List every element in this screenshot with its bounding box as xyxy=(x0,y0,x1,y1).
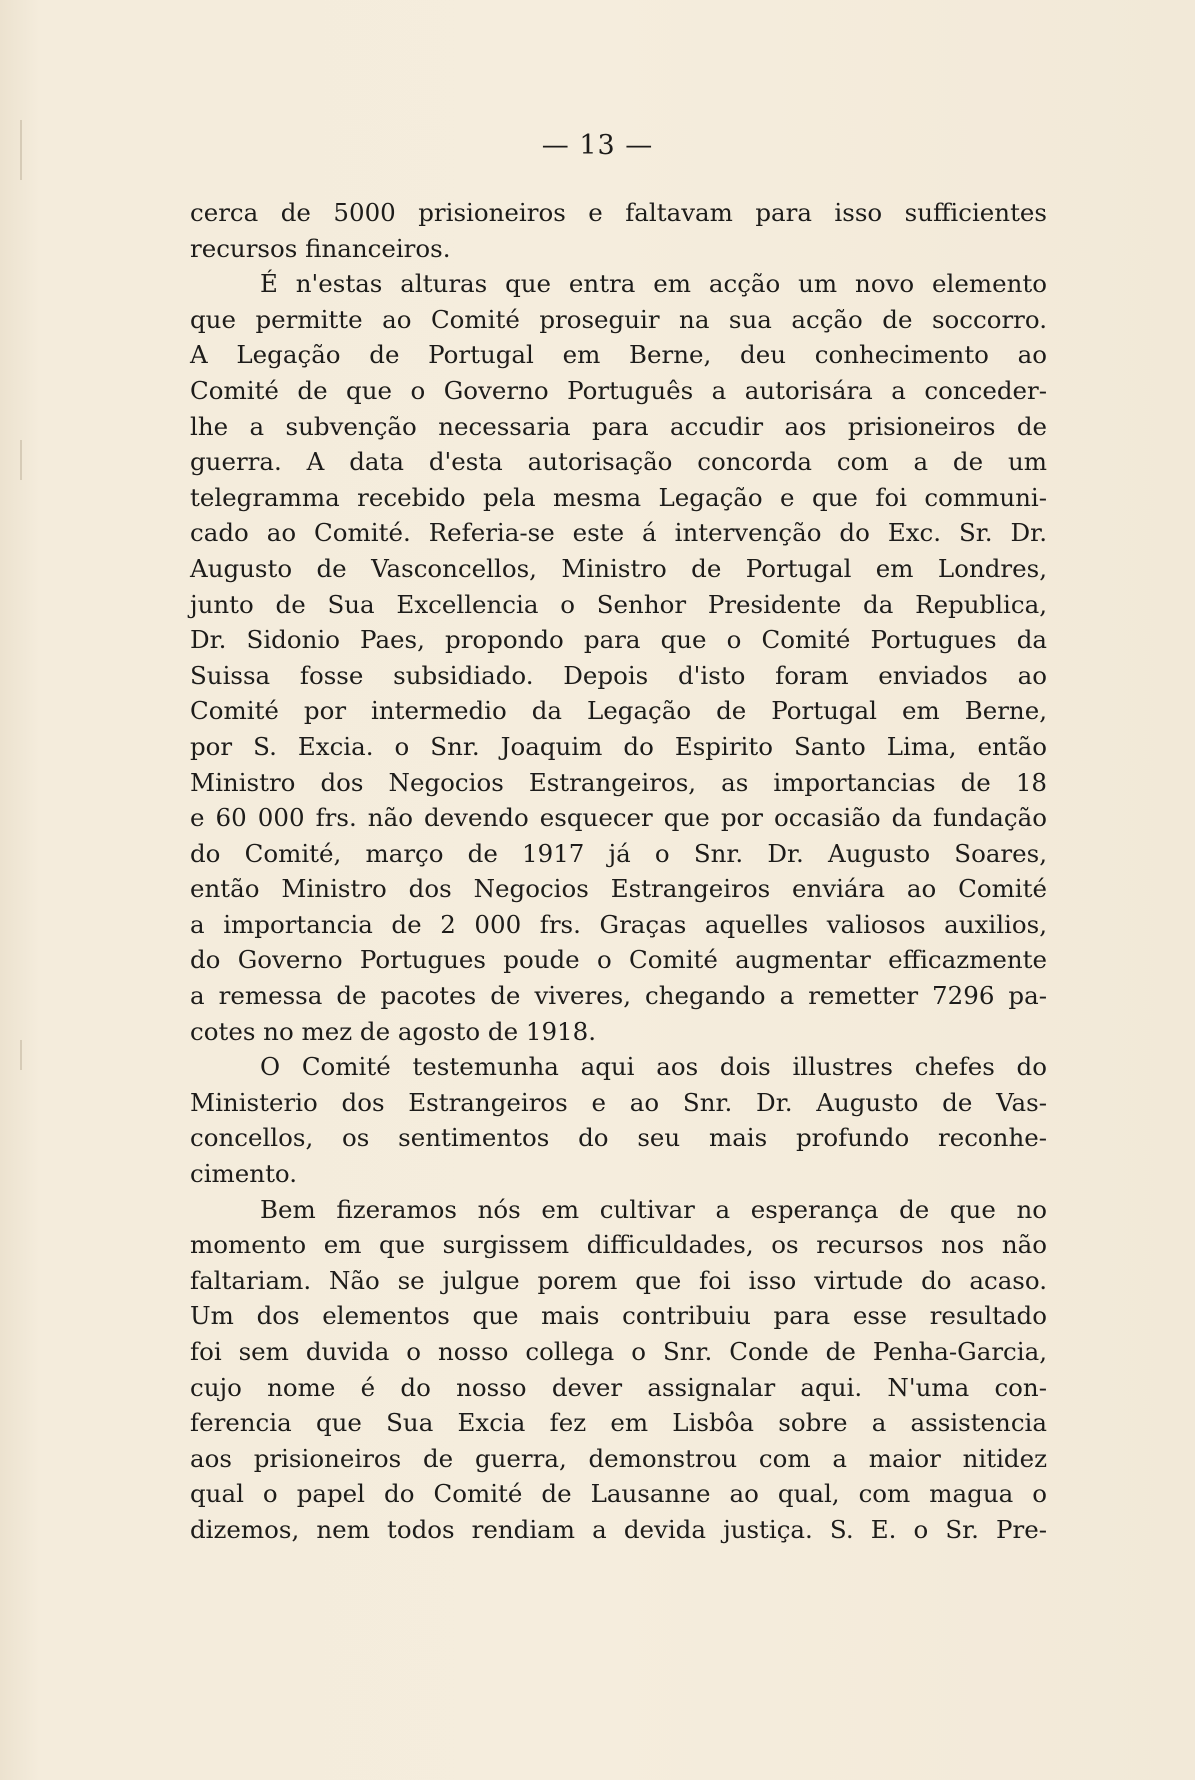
text-line: do Comité, março de 1917 já o Snr. Dr. Augusto Soares, xyxy=(190,838,1047,868)
page-number: — 13 — xyxy=(541,130,654,161)
text-line: O Comité testemunha aqui aos dois illustres chefes do xyxy=(260,1052,1047,1082)
text-line: cujo nome é do nosso dever assignalar aqui. N'uma con- xyxy=(190,1372,1047,1402)
text-line: a importancia de 2 000 frs. Graças aquelles valiosos auxilios, xyxy=(190,909,1047,939)
text-line: guerra. A data d'esta autorisação concorda com a de um xyxy=(190,447,1047,477)
text-line: a remessa de pacotes de viveres, chegando a remetter 7296 pa- xyxy=(190,981,1047,1011)
text-line: Dr. Sidonio Paes, propondo para que o Comité Portugues da xyxy=(190,625,1047,655)
text-line: Ministro dos Negocios Estrangeiros, as importancias de 18 xyxy=(190,767,1047,797)
gutter-mark xyxy=(20,440,22,480)
text-line: por S. Excia. o Snr. Joaquim do Espirito Santo Lima, então xyxy=(190,731,1047,761)
text-line: foi sem duvida o nosso collega o Snr. Conde de Penha-Garcia, xyxy=(190,1337,1047,1366)
text-line: então Ministro dos Negocios Estrangeiros enviára ao Comité xyxy=(190,874,1047,904)
text-line: Suissa fosse subsidiado. Depois d'isto foram enviados ao xyxy=(190,660,1047,690)
text-line: ferencia que Sua Excia fez em Lisbôa sobre a assistencia xyxy=(190,1408,1047,1438)
text-line: recursos financeiros. xyxy=(190,233,451,263)
text-line: É n'estas alturas que entra em acção um novo elemento xyxy=(260,269,1047,299)
text-line: do Governo Portugues poude o Comité augmentar efficazmente xyxy=(190,945,1047,975)
text-line: faltariam. Não se julgue porem que foi isso virtude do acaso. xyxy=(190,1265,1047,1295)
text-line: cerca de 5000 prisioneiros e faltavam para isso sufficientes xyxy=(190,198,1047,227)
text-line: telegramma recebido pela mesma Legação e que foi communi- xyxy=(190,482,1047,512)
text-line: lhe a subvenção necessaria para accudir aos prisioneiros de xyxy=(190,411,1047,441)
text-line: Bem fizeramos nós em cultivar a esperança de que no xyxy=(260,1194,1047,1224)
text-line: Ministerio dos Estrangeiros e ao Snr. Dr. Augusto de Vas- xyxy=(190,1087,1047,1117)
text-line: dizemos, nem todos rendiam a devida justiça. S. E. o Sr. Pre- xyxy=(190,1514,1047,1544)
text-line: e 60 000 frs. não devendo esquecer que por occasião da fundação xyxy=(190,803,1047,833)
text-line: momento em que surgissem difficuldades, os recursos nos não xyxy=(190,1230,1047,1260)
text-line: Comité por intermedio da Legação de Portugal em Berne, xyxy=(190,696,1047,726)
text-line: qual o papel do Comité de Lausanne ao qual, com magua o xyxy=(190,1479,1047,1509)
text-line: Um dos elementos que mais contribuiu para esse resultado xyxy=(190,1301,1047,1331)
text-line: Augusto de Vasconcellos, Ministro de Portugal em Londres, xyxy=(190,553,1047,583)
body-text xyxy=(190,195,1047,1548)
text-line: Comité de que o Governo Português a autorisára a conceder- xyxy=(190,375,1047,405)
text-line: aos prisioneiros de guerra, demonstrou com a maior nitidez xyxy=(190,1443,1047,1473)
text-line: cimento. xyxy=(190,1159,298,1189)
text-line: que permitte ao Comité proseguir na sua acção de soccorro. xyxy=(190,304,1047,334)
text-line: junto de Sua Excellencia o Senhor Presidente da Republica, xyxy=(190,589,1047,619)
text-line: cado ao Comité. Referia-se este á intervenção do Exc. Sr. Dr. xyxy=(190,518,1047,548)
gutter-mark xyxy=(20,1040,22,1070)
text-line: concellos, os sentimentos do seu mais profundo reconhe- xyxy=(190,1123,1047,1153)
text-line: cotes no mez de agosto de 1918. xyxy=(190,1016,596,1046)
text-line: A Legação de Portugal em Berne, deu conhecimento ao xyxy=(190,340,1047,370)
